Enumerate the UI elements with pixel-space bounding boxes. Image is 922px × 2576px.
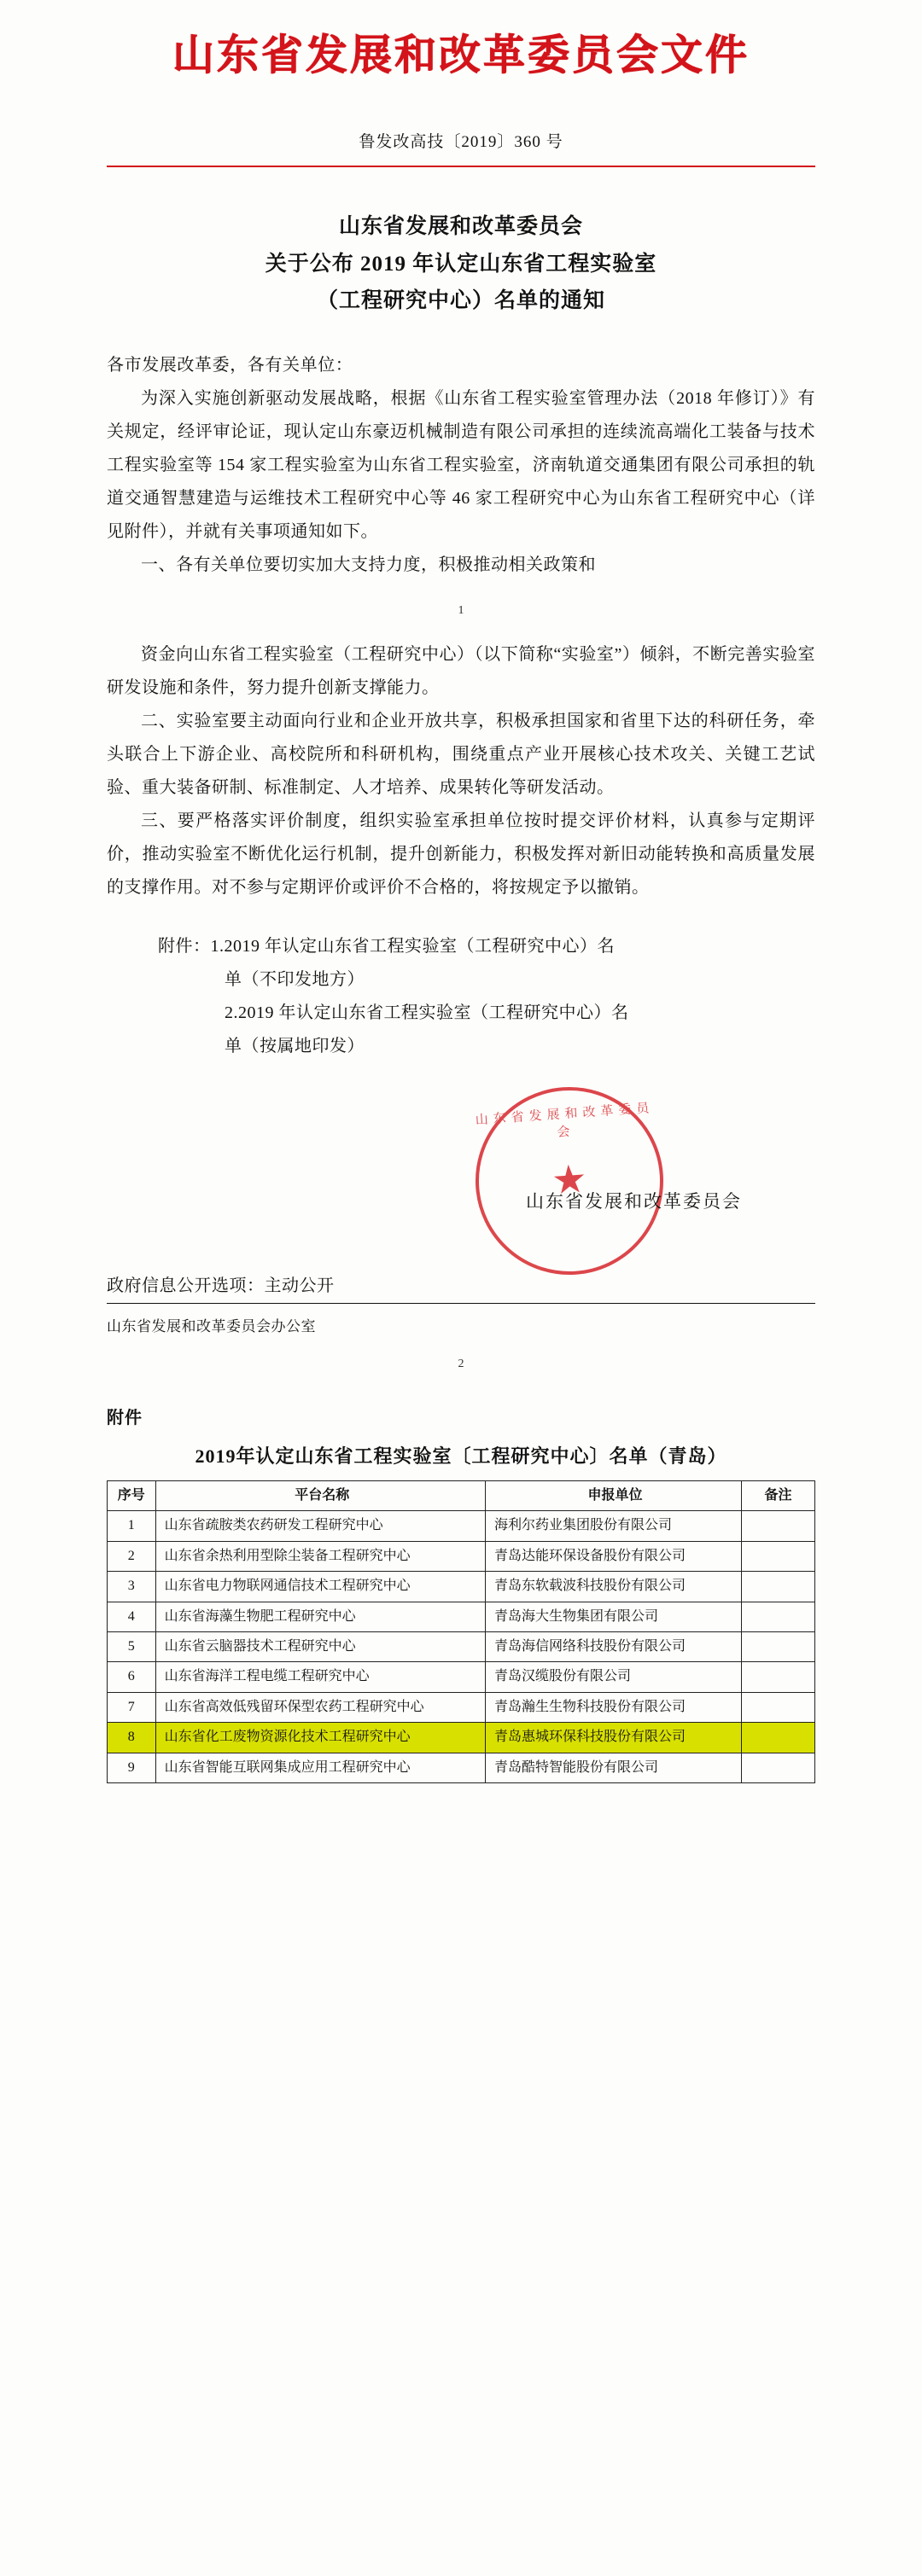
cell-platform-name: 山东省化工废物资源化技术工程研究中心 — [155, 1723, 485, 1753]
cell-applicant-unit: 青岛达能环保设备股份有限公司 — [486, 1541, 742, 1571]
appendix-label: 附件 — [107, 1409, 143, 1428]
cell-note — [741, 1541, 814, 1571]
attachment-2-line-2: 单（按属地印发） — [225, 1037, 365, 1056]
cell-index: 6 — [108, 1662, 156, 1692]
cell-note — [741, 1602, 814, 1631]
table-row — [108, 1511, 815, 1541]
cell-platform-name: 山东省智能互联网集成应用工程研究中心 — [155, 1753, 485, 1782]
cell-platform-name: 山东省疏胺类农药研发工程研究中心 — [155, 1511, 485, 1541]
column-header-index: 序号 — [108, 1481, 156, 1511]
title-line-2: 关于公布 2019 年认定山东省工程实验室 — [265, 252, 657, 276]
page-number-1: 1 — [458, 604, 464, 618]
cell-applicant-unit: 青岛汉缆股份有限公司 — [486, 1662, 742, 1692]
column-header-unit: 申报单位 — [486, 1481, 742, 1511]
cell-note — [741, 1572, 814, 1602]
red-header-title: 山东省发展和改革委员会文件 — [172, 32, 750, 79]
cell-note — [741, 1511, 814, 1541]
cell-platform-name: 山东省海洋工程电缆工程研究中心 — [155, 1662, 485, 1692]
cell-note — [741, 1692, 814, 1722]
document-number: 鲁发改高技〔2019〕360 号 — [359, 132, 563, 151]
table-header-row — [108, 1481, 815, 1511]
table-row — [108, 1572, 815, 1602]
cell-note — [741, 1662, 814, 1692]
cell-applicant-unit: 青岛瀚生生物科技股份有限公司 — [486, 1692, 742, 1722]
cell-index: 1 — [108, 1511, 156, 1541]
table-row — [108, 1753, 815, 1782]
page-number-2: 2 — [458, 1358, 464, 1371]
cell-index: 4 — [108, 1602, 156, 1631]
disclosure-option: 政府信息公开选项：主动公开 — [107, 1271, 815, 1304]
cell-applicant-unit: 青岛海大生物集团有限公司 — [486, 1602, 742, 1631]
table-row — [108, 1692, 815, 1722]
cell-index: 5 — [108, 1632, 156, 1662]
table-row — [108, 1602, 815, 1631]
cell-applicant-unit: 青岛东软载波科技股份有限公司 — [486, 1572, 742, 1602]
cell-platform-name: 山东省电力物联网通信技术工程研究中心 — [155, 1572, 485, 1602]
cell-index: 2 — [108, 1541, 156, 1571]
salutation: 各市发展改革委，各有关单位： — [107, 356, 353, 375]
footer-block — [107, 1271, 815, 1335]
issuing-office: 山东省发展和改革委员会办公室 — [107, 1318, 316, 1335]
title-line-3: （工程研究中心）名单的通知 — [316, 289, 605, 313]
document-header — [0, 0, 922, 167]
attachment-1-line-2: 单（不印发地方） — [225, 970, 365, 990]
cell-platform-name: 山东省海藻生物肥工程研究中心 — [155, 1602, 485, 1631]
cell-platform-name: 山东省云脑器技术工程研究中心 — [155, 1632, 485, 1662]
cell-note — [741, 1632, 814, 1662]
table-row — [108, 1662, 815, 1692]
cell-platform-name: 山东省高效低残留环保型农药工程研究中心 — [155, 1692, 485, 1722]
cell-applicant-unit: 青岛海信网络科技股份有限公司 — [486, 1632, 742, 1662]
title-line-1: 山东省发展和改革委员会 — [338, 214, 583, 238]
table-row — [108, 1632, 815, 1662]
seal-text: 山东省发展和改革委员会 — [475, 1101, 655, 1140]
paragraph-item-1-cont: 资金向山东省工程实验室（工程研究中心）（以下简称“实验室”）倾斜，不断完善实验室研发设施和条件，努力提升创新支撑能力。 — [107, 645, 815, 698]
cell-note — [741, 1753, 814, 1782]
table-body — [108, 1511, 815, 1783]
table-row — [108, 1723, 815, 1753]
paragraph-item-2: 二、实验室要主动面向行业和企业开放共享，积极承担国家和省里下达的科研任务，牵头联合上下游企业、高校院所和科研机构，围绕重点产业开展核心技术攻关、关键工艺试验、重大装备研制、标准制定、人才培养、成果转化等研发活动。 — [107, 712, 815, 798]
paragraph-intro: 为深入实施创新驱动发展战略，根据《山东省工程实验室管理办法（2018 年修订）》有关规定，经评审论证，现认定山东豪迈机械制造有限公司承担的连续流高端化工装备与技术工程实验室等 154 家工程实验室为山东省工程实验室，济南轨道交通集团有限公司承担的轨道交通智慧建造与运维技术工程研究中心等 46 家工程研究中心为山东省工程研究中心（详见附件），并就有关事项通知如下。 — [107, 389, 815, 542]
cell-index: 3 — [108, 1572, 156, 1602]
attachment-1-text: 1.2019 年认定山东省工程实验室（工程研究中心）名 — [210, 937, 615, 957]
table-row — [108, 1541, 815, 1571]
document-body — [107, 208, 815, 1783]
column-header-name: 平台名称 — [155, 1481, 485, 1511]
red-divider — [107, 166, 815, 167]
attachment-1-line-1 — [158, 930, 815, 963]
cell-platform-name: 山东省余热利用型除尘装备工程研究中心 — [155, 1541, 485, 1571]
paragraph-item-1-first: 一、各有关单位要切实加大支持力度，积极推动相关政策和 — [141, 555, 596, 575]
attachment-list — [107, 930, 815, 1063]
seal-star-icon: ★ — [550, 1156, 589, 1203]
cell-index: 9 — [108, 1753, 156, 1782]
cell-note — [741, 1723, 814, 1753]
seal-area — [107, 1087, 815, 1241]
column-header-note: 备注 — [741, 1481, 814, 1511]
cell-index: 8 — [108, 1723, 156, 1753]
cell-applicant-unit: 青岛酷特智能股份有限公司 — [486, 1753, 742, 1782]
cell-applicant-unit: 海利尔药业集团股份有限公司 — [486, 1511, 742, 1541]
appendix-title: 2019年认定山东省工程实验室〔工程研究中心〕名单（青岛） — [195, 1445, 727, 1468]
paragraph-item-3: 三、要严格落实评价制度，组织实验室承担单位按时提交评价材料，认真参与定期评价，推动实验室不断优化运行机制，提升创新能力，积极发挥对新旧动能转换和高质量发展的支撑作用。对不参与定期评价或评价不合格的，将按规定予以撤销。 — [107, 811, 815, 898]
signature-line: 山东省发展和改革委员会 — [526, 1191, 742, 1212]
attachment-2-line-1: 2.2019 年认定山东省工程实验室（工程研究中心）名 — [225, 1003, 629, 1023]
page-title — [107, 208, 815, 320]
attachment-label: 附件： — [158, 937, 211, 957]
appendix-table — [107, 1480, 815, 1783]
cell-index: 7 — [108, 1692, 156, 1722]
official-seal-icon — [470, 1081, 670, 1282]
cell-applicant-unit: 青岛惠城环保科技股份有限公司 — [486, 1723, 742, 1753]
